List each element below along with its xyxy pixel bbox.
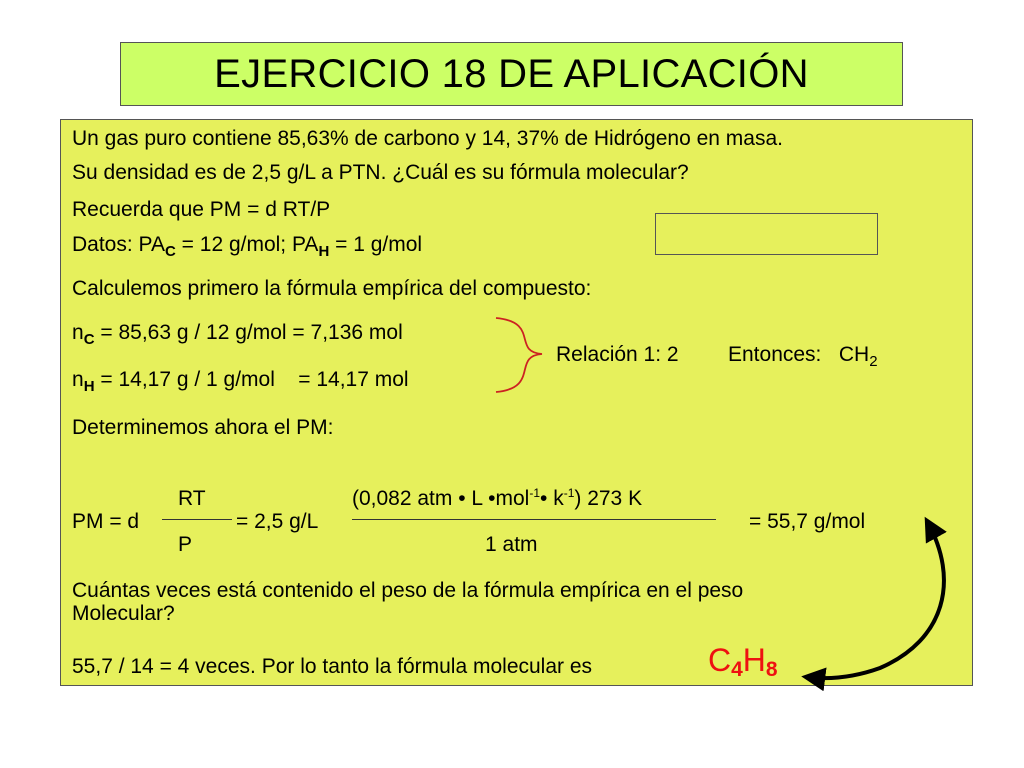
pm-rt: RT xyxy=(178,487,206,510)
nh-n: n xyxy=(72,368,84,391)
formula-c: C xyxy=(708,642,732,678)
empirical-intro: Calculemos primero la fórmula empírica del compuesto: xyxy=(72,277,592,300)
slide-title-text: EJERCICIO 18 DE APLICACIÓN xyxy=(214,51,809,96)
formula-h: H xyxy=(742,642,766,678)
datos-sub-c: C xyxy=(164,243,176,260)
datos-text-c: = 1 g/mol xyxy=(329,233,423,256)
ratio-label: Relación 1: 2 xyxy=(556,343,679,366)
nc-rest: = 85,63 g / 12 g/mol = 7,136 mol xyxy=(94,321,403,344)
pm-result: = 55,7 g/mol xyxy=(749,510,866,533)
statement-line-2: Su densidad es de 2,5 g/L a PTN. ¿Cuál es su fórmula molecular? xyxy=(72,161,689,184)
curly-brace-icon xyxy=(496,318,542,392)
pm-denominator: 1 atm xyxy=(485,533,538,556)
pm-num-c: ) 273 K xyxy=(574,487,643,510)
question-line-1: Cuántas veces está contenido el peso de la fórmula empírica en el peso xyxy=(72,579,744,602)
pm-left: PM = d xyxy=(72,510,140,533)
datos-text-b: = 12 g/mol; PA xyxy=(175,233,319,256)
formula-sub-8: 8 xyxy=(765,658,778,681)
nc-n: n xyxy=(72,321,84,344)
datos-text-a: Datos: PA xyxy=(72,233,165,256)
reminder-line: Recuerda que PM = d RT/P xyxy=(72,198,331,221)
nh-rest: = 14,17 g / 1 g/mol = 14,17 mol xyxy=(94,368,409,391)
nc-sub: C xyxy=(83,331,95,348)
pm-sup-1: -1 xyxy=(529,486,541,500)
pm-num-a: (0,082 atm • L •mol xyxy=(352,487,530,510)
pm-num-b: • k xyxy=(540,487,564,510)
nh-sub: H xyxy=(83,378,95,395)
pm-intro: Determinemos ahora el PM: xyxy=(72,416,334,439)
final-line: 55,7 / 14 = 4 veces. Por lo tanto la fórmula molecular es xyxy=(72,655,593,678)
statement-line-1: Un gas puro contiene 85,63% de carbono y 14, 37% de Hidrógeno en masa. xyxy=(72,127,783,150)
formula-sub-4: 4 xyxy=(731,658,743,681)
pm-p: P xyxy=(178,533,193,556)
question-line-2: Molecular? xyxy=(72,602,175,625)
empirical-result-text: Entonces: CH xyxy=(728,343,870,366)
empirical-result-sub: 2 xyxy=(869,353,878,370)
double-arrow-icon xyxy=(806,521,944,678)
pm-sup-2: -1 xyxy=(563,486,575,500)
pm-density: = 2,5 g/L xyxy=(236,510,319,533)
datos-sub-h: H xyxy=(318,243,330,260)
